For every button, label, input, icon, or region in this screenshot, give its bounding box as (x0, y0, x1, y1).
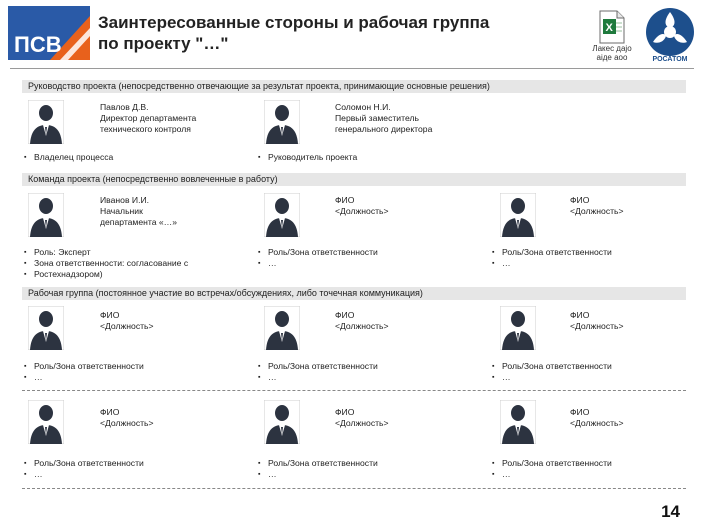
leader-info: Соломон Н.И. Первый заместитель генерального директора (335, 102, 433, 134)
person-avatar-icon (28, 400, 64, 444)
section-team-bar: Команда проекта (непосредственно вовлеченные в работу) (22, 173, 686, 186)
wg-member-bullets: ▪ Роль/Зона ответственности ▪ … (24, 458, 144, 480)
page-number: 14 (661, 502, 680, 521)
person-avatar-icon (264, 306, 300, 350)
leader-role-list: ▪ Владелец процесса (24, 152, 113, 163)
rosatom-wordmark: РОСАТОМ (652, 56, 688, 63)
person-avatar-icon (264, 193, 300, 237)
svg-text:X: X (605, 22, 613, 34)
title-line-2: по проекту "…" (98, 34, 229, 53)
wg-member-info: ФИО <Должность> (570, 310, 624, 331)
wg-member-bullets: ▪ Роль/Зона ответственности ▪ … (258, 458, 378, 480)
wg-member-info: ФИО <Должность> (335, 310, 389, 331)
team-member-bullets: ▪ Роль/Зона ответственности ▪ … (258, 247, 378, 269)
wg-member-info: ФИО <Должность> (335, 407, 389, 428)
wg-member-bullets: ▪ Роль/Зона ответственности ▪ … (258, 361, 378, 383)
wg-member-bullets: ▪ Роль/Зона ответственности ▪ … (492, 458, 612, 480)
person-avatar-icon (500, 400, 536, 444)
person-avatar-icon (500, 306, 536, 350)
wg-member-bullets: ▪ Роль/Зона ответственности ▪ … (24, 361, 144, 383)
excel-file-caption: Лакес дајо аіде аоо (592, 44, 632, 62)
person-avatar-icon (28, 193, 64, 237)
team-member-bullets: ▪ Роль: Эксперт ▪ Зона ответственности: согласование с ▪ Ростехнадзором) (24, 247, 188, 280)
person-avatar-icon (264, 400, 300, 444)
section-leadership-bar: Руководство проекта (непосредственно отвечающие за результат проекта, принимающие основные решения) (22, 80, 686, 93)
row-divider (22, 390, 686, 391)
leader-role-list: ▪ Руководитель проекта (258, 152, 357, 163)
team-member-bullets: ▪ Роль/Зона ответственности ▪ … (492, 247, 612, 269)
leader-info: Павлов Д.В. Директор департамента технического контроля (100, 102, 197, 134)
wg-member-info: ФИО <Должность> (100, 407, 154, 428)
person-avatar-icon (28, 306, 64, 350)
psv-logo (8, 6, 90, 60)
excel-file-icon[interactable] (596, 10, 626, 44)
title-line-1: Заинтересованные стороны и рабочая группа (98, 13, 490, 32)
page-title (98, 12, 568, 54)
wg-member-bullets: ▪ Роль/Зона ответственности ▪ … (492, 361, 612, 383)
svg-text:ПСВ: ПСВ (14, 32, 62, 57)
header-divider (10, 68, 694, 69)
wg-member-info: ФИО <Должность> (570, 407, 624, 428)
person-avatar-icon (500, 193, 536, 237)
person-avatar-icon (28, 100, 64, 144)
person-avatar-icon (264, 100, 300, 144)
section-working-group-bar: Рабочая группа (постоянное участие во встречах/обсуждениях, либо точечная коммуникация) (22, 287, 686, 300)
bottom-divider (22, 488, 686, 489)
team-member-info: Иванов И.И. Начальник департамента «…» (100, 195, 178, 227)
wg-member-info: ФИО <Должность> (100, 310, 154, 331)
team-member-info: ФИО <Должность> (570, 195, 624, 216)
team-member-info: ФИО <Должность> (335, 195, 389, 216)
